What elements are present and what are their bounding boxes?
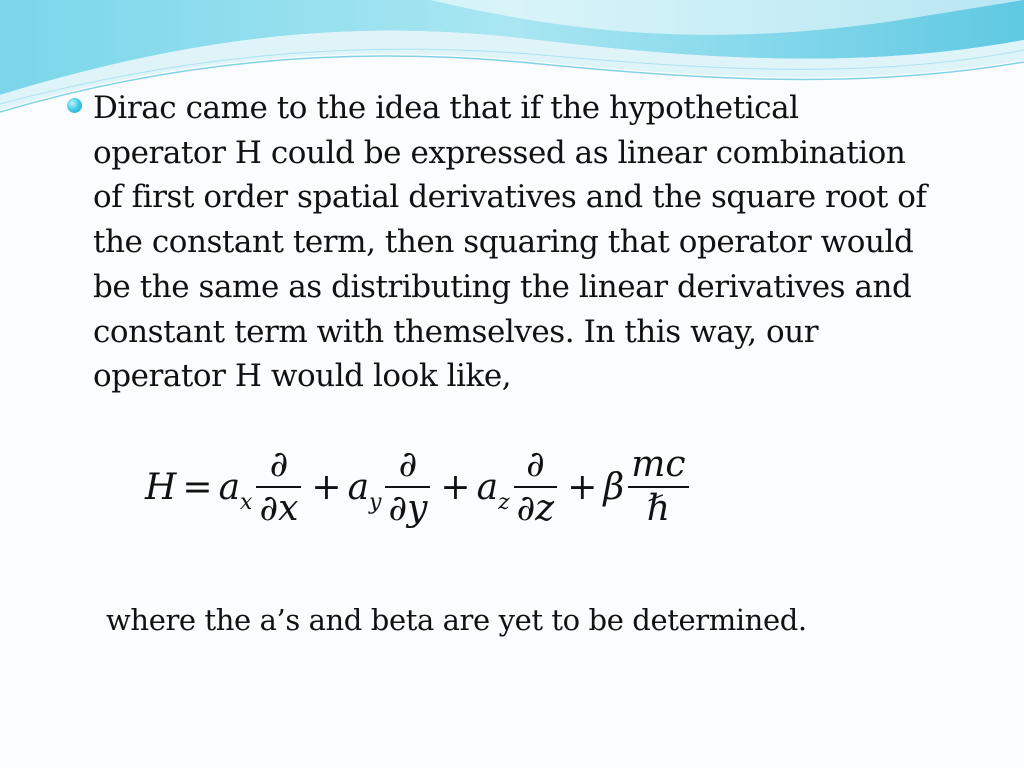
bullet-line: of first order spatial derivatives and the square root of bbox=[93, 179, 927, 216]
eq-lhs: H bbox=[145, 466, 177, 508]
bullet-dot-icon bbox=[67, 98, 82, 113]
eq-frac-z: $\frac{\partial}{\partial z}$ bbox=[514, 444, 558, 530]
eq-frac-y: $\frac{\partial}{\partial y}$ bbox=[385, 444, 430, 530]
eq-beta: β bbox=[603, 466, 625, 508]
bullet-text bbox=[93, 86, 953, 399]
bullet-line: operator H would look like, bbox=[93, 358, 512, 395]
eq-equals: = bbox=[182, 466, 213, 508]
bullet-line: operator H could be expressed as linear combination bbox=[93, 134, 906, 171]
eq-plus: + bbox=[567, 466, 598, 508]
bullet-line: Dirac came to the idea that if the hypothetical bbox=[93, 90, 799, 126]
bullet-line: be the same as distributing the linear derivatives and bbox=[93, 268, 912, 305]
eq-coef-x: $a_x$ bbox=[218, 466, 253, 515]
eq-coef-z: $a_z$ bbox=[476, 466, 510, 515]
bullet-line: the constant term, then squaring that operator would bbox=[93, 224, 914, 261]
eq-plus: + bbox=[311, 466, 342, 508]
eq-plus: + bbox=[440, 466, 471, 508]
eq-coef-y: $a_y$ bbox=[347, 466, 382, 515]
bullet-line: constant term with themselves. In this way, our bbox=[93, 313, 819, 350]
eq-frac-mc-hbar: $\frac{mc}{\text{ℏ}}$ bbox=[628, 444, 688, 530]
eq-frac-x: $\frac{\partial}{\partial x}$ bbox=[256, 444, 301, 530]
equation-note: where the a’s and beta are yet to be determined. bbox=[106, 603, 807, 637]
hamiltonian-equation bbox=[145, 432, 693, 542]
